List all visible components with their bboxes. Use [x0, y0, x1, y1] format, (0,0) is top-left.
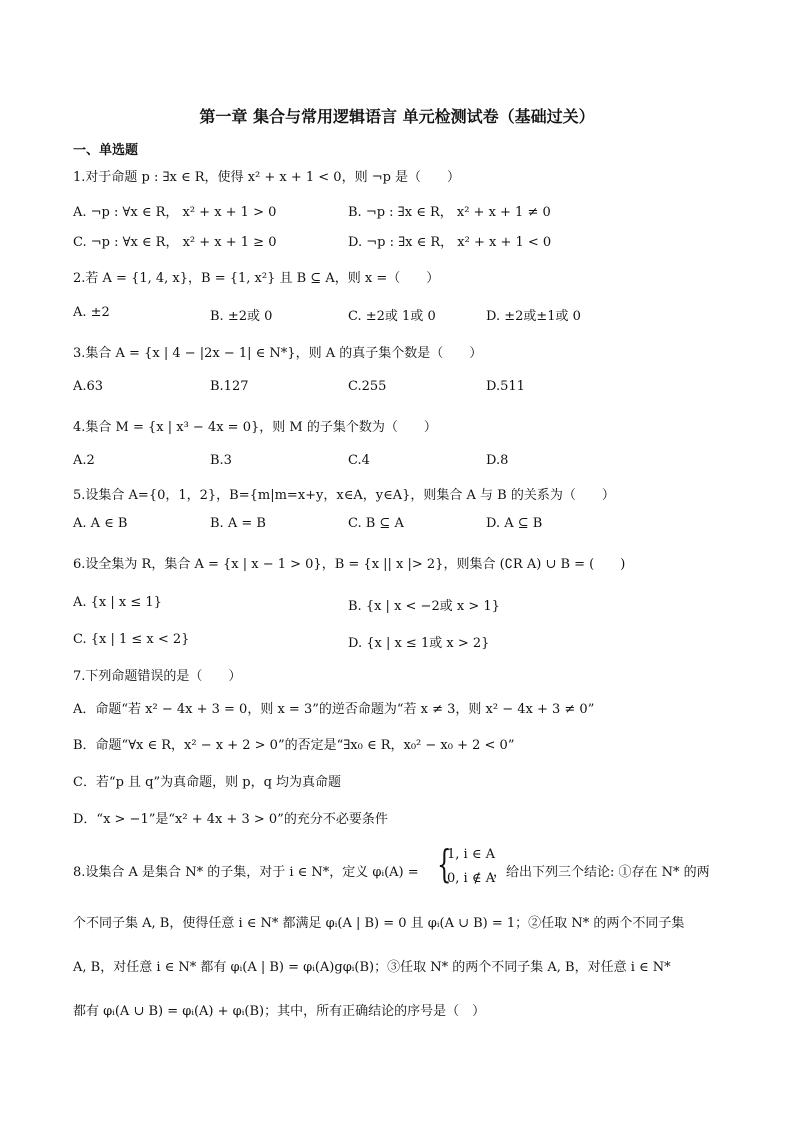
piecewise-case-bottom: 0, i ∉ A [447, 871, 495, 886]
question-6-option-b[interactable]: B. {x | x < −2或 x > 1} [348, 599, 500, 614]
question-2-stem: 2.若 A = {1, 4, x}，B = {1, x²} 且 B ⊆ A，则 x =（ ） [73, 271, 440, 286]
section-heading: 一、单选题 [73, 143, 139, 158]
question-4-option-a[interactable]: A.2 [73, 453, 95, 468]
question-5-option-d[interactable]: D. A ⊆ B [486, 516, 543, 531]
question-3-stem: 3.集合 A = {x | 4 − |2x − 1| ∈ N*}，则 A 的真子集个数是（ ） [73, 346, 483, 361]
question-2-option-a[interactable]: A. ±2 [73, 305, 110, 320]
question-8-line-2: 个不同子集 A, B，使得任意 i ∈ N* 都满足 φᵢ(A | B) = 0 且 φᵢ(A ∪ B) = 1；②任取 N* 的两个不同子集 [73, 916, 685, 931]
question-5-option-b[interactable]: B. A = B [210, 516, 266, 531]
question-5-stem: 5.设集合 A={0，1，2}，B={m|m=x+y，x∈A，y∈A}，则集合 A 与 B 的关系为（ ） [73, 488, 615, 503]
question-6-stem: 6.设全集为 R，集合 A = {x | x − 1 > 0}，B = {x || x |> 2}，则集合 (∁R A) ∪ B = ( ) [73, 557, 626, 572]
question-1-option-b[interactable]: B. ¬p : ∃x ∈ R， x² + x + 1 ≠ 0 [348, 205, 551, 220]
question-1-stem: 1.对于命题 p : ∃x ∈ R，使得 x² + x + 1 < 0，则 ¬p 是（ ） [73, 170, 461, 185]
question-1-option-d[interactable]: D. ¬p : ∃x ∈ R， x² + x + 1 < 0 [348, 235, 552, 250]
question-6-option-d[interactable]: D. {x | x ≤ 1或 x > 2} [348, 636, 490, 651]
question-7-option-b[interactable]: B．命题“∀x ∈ R，x² − x + 2 > 0”的否定是“∃x₀ ∈ R，x₀² − x₀ + 2 < 0” [73, 738, 515, 753]
question-7-option-d[interactable]: D．“x > −1”是“x² + 4x + 3 > 0”的充分不必要条件 [73, 812, 388, 827]
question-3-option-c[interactable]: C.255 [348, 379, 387, 394]
question-3-option-a[interactable]: A.63 [73, 379, 104, 394]
page-title: 第一章 集合与常用逻辑语言 单元检测试卷（基础过关） [199, 107, 595, 126]
question-4-option-b[interactable]: B.3 [210, 453, 232, 468]
question-5-option-a[interactable]: A. A ∈ B [73, 516, 128, 531]
question-3-option-d[interactable]: D.511 [486, 379, 525, 394]
piecewise-case-top: 1, i ∈ A [447, 847, 495, 862]
question-6-option-a[interactable]: A. {x | x ≤ 1} [73, 595, 162, 610]
question-8-line-4: 都有 φᵢ(A ∪ B) = φᵢ(A) + φᵢ(B)；其中，所有正确结论的序号是（ ） [73, 1004, 486, 1019]
question-1-option-a[interactable]: A. ¬p : ∀x ∈ R， x² + x + 1 > 0 [73, 205, 277, 220]
question-6-option-c[interactable]: C. {x | 1 ≤ x < 2} [73, 632, 190, 647]
question-8-line-3: A, B，对任意 i ∈ N* 都有 φᵢ(A | B) = φᵢ(A)gφᵢ(B)；③任取 N* 的两个不同子集 A, B，对任意 i ∈ N* [73, 960, 671, 975]
question-4-stem: 4.集合 M = {x | x³ − 4x = 0}，则 M 的子集个数为（ ） [73, 420, 437, 435]
question-8-line-1-tail: ，给出下列三个结论: ①存在 N* 的两 [493, 865, 710, 880]
question-8-line-1-lead: 8.设集合 A 是集合 N* 的子集，对于 i ∈ N*，定义 φᵢ(A) = [73, 865, 419, 880]
question-7-stem: 7.下列命题错误的是（ ） [73, 669, 242, 684]
question-1-option-c[interactable]: C. ¬p : ∀x ∈ R， x² + x + 1 ≥ 0 [73, 235, 277, 250]
question-4-option-d[interactable]: D.8 [486, 453, 509, 468]
question-7-option-a[interactable]: A．命题“若 x² − 4x + 3 = 0，则 x = 3”的逆否命题为“若 x ≠ 3，则 x² − 4x + 3 ≠ 0” [73, 702, 595, 717]
question-5-option-c[interactable]: C. B ⊆ A [348, 516, 404, 531]
question-2-option-c[interactable]: C. ±2或 1或 0 [348, 309, 436, 324]
piecewise-brace: { [437, 842, 452, 886]
question-4-option-c[interactable]: C.4 [348, 453, 370, 468]
question-2-option-b[interactable]: B. ±2或 0 [210, 309, 273, 324]
question-7-option-c[interactable]: C．若“p 且 q”为真命题，则 p，q 均为真命题 [73, 775, 342, 790]
question-3-option-b[interactable]: B.127 [210, 379, 249, 394]
question-2-option-d[interactable]: D. ±2或±1或 0 [486, 309, 581, 324]
